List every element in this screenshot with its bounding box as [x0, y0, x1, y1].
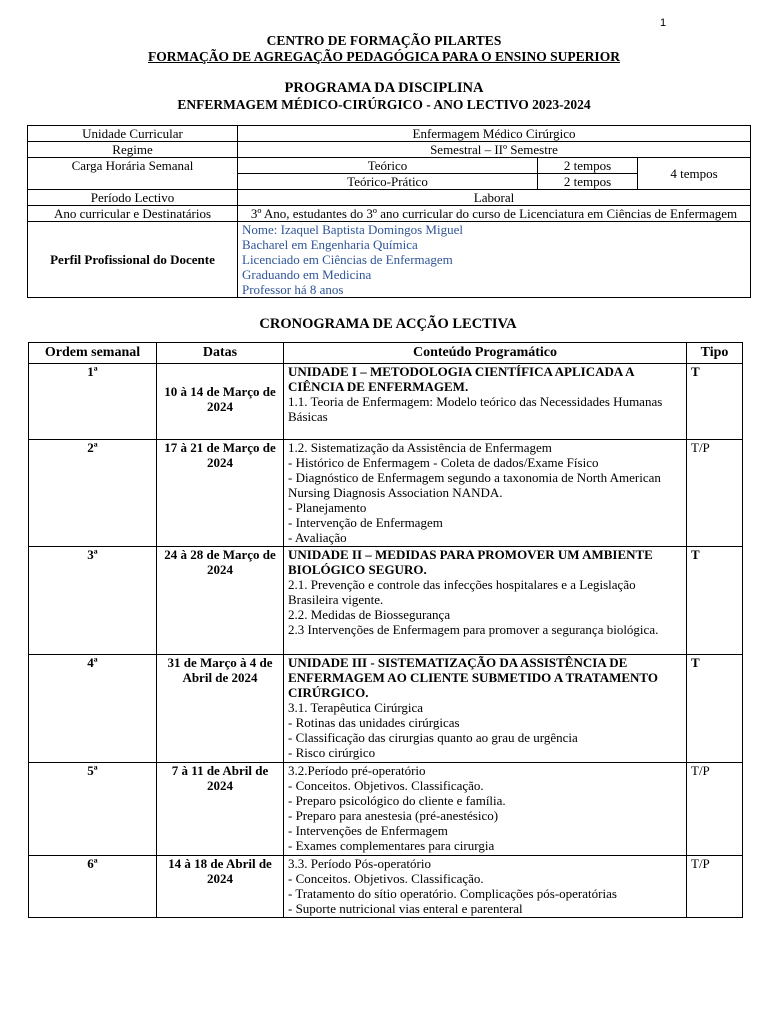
schedule-row: [29, 655, 743, 763]
conteudo-cell: [284, 547, 687, 655]
perfil-line: Bacharel em Engenharia Química: [242, 237, 418, 252]
document-title: PROGRAMA DA DISCIPLINA: [284, 80, 484, 96]
perfil-label: Perfil Profissional do Docente: [28, 222, 238, 298]
info-row-carga: [28, 158, 751, 174]
content-line: 1.1. Teoria de Enfermagem: Modelo teórico das Necessidades Humanas Básicas: [288, 394, 663, 424]
content-line: - Preparo para anestesia (pré-anestésico): [288, 808, 499, 823]
schedule-row: [29, 856, 743, 918]
tipo-cell: T/P: [687, 440, 743, 547]
content-line: - Intervenção de Enfermagem: [288, 515, 443, 530]
unit-heading: UNIDADE I – METODOLOGIA CIENTÍFICA APLICADA A CIÊNCIA DE ENFERMAGEM.: [288, 364, 634, 394]
page-number: 1: [660, 17, 667, 29]
tipo-cell: T: [687, 655, 743, 763]
ordem-cell: 4ª: [29, 655, 157, 763]
ordem-cell: 6ª: [29, 856, 157, 918]
datas-cell: 31 de Março à 4 de Abril de 2024: [157, 655, 284, 763]
conteudo-cell: [284, 655, 687, 763]
datas-cell: 10 à 14 de Março de 2024: [157, 364, 284, 440]
ano-value: 3º Ano, estudantes do 3º ano curricular do curso de Licenciatura em Ciências de Enfermagem: [238, 206, 751, 222]
content-line: - Diagnóstico de Enfermagem segundo a taxonomia de North American Nursing Diagnosis Association NANDA.: [288, 470, 661, 500]
content-line: - Rotinas das unidades cirúrgicas: [288, 715, 460, 730]
schedule-row: [29, 763, 743, 856]
tp-value: 2 tempos: [538, 174, 638, 190]
tipo-cell: T/P: [687, 763, 743, 856]
course-info-table: [27, 125, 751, 298]
header-conteudo: Conteúdo Programático: [284, 343, 687, 364]
uc-value: Enfermagem Médico Cirúrgico: [238, 126, 751, 142]
info-row-periodo: [28, 190, 751, 206]
teorico-label: Teórico: [238, 158, 538, 174]
total-value: 4 tempos: [638, 158, 751, 190]
regime-label: Regime: [28, 142, 238, 158]
content-line: - Classificação das cirurgias quanto ao grau de urgência: [288, 730, 578, 745]
conteudo-cell: [284, 856, 687, 918]
content-line: - Suporte nutricional vias enteral e parenteral: [288, 901, 523, 916]
content-line: 3.3. Período Pós-operatório: [288, 856, 431, 871]
info-row-uc: [28, 126, 751, 142]
header-ordem: Ordem semanal: [29, 343, 157, 364]
content-line: - Histórico de Enfermagem - Coleta de dados/Exame Físico: [288, 455, 599, 470]
unit-heading: UNIDADE III - SISTEMATIZAÇÃO DA ASSISTÊNCIA DE ENFERMAGEM AO CLIENTE SUBMETIDO A TRATAMENTO CIRÚRGICO.: [288, 655, 658, 700]
datas-cell: 24 à 28 de Março de 2024: [157, 547, 284, 655]
ordem-cell: 3ª: [29, 547, 157, 655]
content-line: - Avaliação: [288, 530, 347, 545]
datas-cell: 17 à 21 de Março de 2024: [157, 440, 284, 547]
perfil-line: Nome: Izaquel Baptista Domingos Miguel: [242, 222, 463, 237]
content-line: - Exames complementares para cirurgia: [288, 838, 495, 853]
program-name: FORMAÇÃO DE AGREGAÇÃO PEDAGÓGICA PARA O ENSINO SUPERIOR: [148, 49, 620, 64]
content-line: - Preparo psicológico do cliente e família.: [288, 793, 506, 808]
perfil-line: Professor há 8 anos: [242, 282, 344, 297]
uc-label: Unidade Curricular: [28, 126, 238, 142]
datas-cell: 14 à 18 de Abril de 2024: [157, 856, 284, 918]
content-line: 1.2. Sistematização da Assistência de Enfermagem: [288, 440, 552, 455]
perfil-value: [238, 222, 751, 298]
schedule-row: [29, 440, 743, 547]
schedule-row: [29, 364, 743, 440]
institution-name: CENTRO DE FORMAÇÃO PILARTES: [266, 33, 502, 48]
schedule-row: [29, 547, 743, 655]
unit-heading: UNIDADE II – MEDIDAS PARA PROMOVER UM AMBIENTE BIOLÓGICO SEGURO.: [288, 547, 653, 577]
datas-cell: 7 à 11 de Abril de 2024: [157, 763, 284, 856]
schedule-table: [28, 342, 743, 918]
content-line: 3.2.Período pré-operatório: [288, 763, 426, 778]
conteudo-cell: [284, 364, 687, 440]
schedule-header-row: [29, 343, 743, 364]
tipo-cell: T/P: [687, 856, 743, 918]
content-line: 2.3 Intervenções de Enfermagem para promover a segurança biológica.: [288, 622, 659, 637]
course-title: ENFERMAGEM MÉDICO-CIRÚRGICO - ANO LECTIVO 2023-2024: [177, 97, 591, 112]
content-line: - Conceitos. Objetivos. Classificação.: [288, 778, 484, 793]
teorico-value: 2 tempos: [538, 158, 638, 174]
header-tipo: Tipo: [687, 343, 743, 364]
content-line: 2.1. Prevenção e controle das infecções hospitalares e a Legislação Brasileira vigente.: [288, 577, 636, 607]
schedule-title: CRONOGRAMA DE ACÇÃO LECTIVA: [259, 316, 517, 332]
ano-label: Ano curricular e Destinatários: [28, 206, 238, 222]
info-row-perfil: [28, 222, 751, 298]
content-line: - Tratamento do sítio operatório. Complicações pós-operatórias: [288, 886, 617, 901]
tp-label: Teórico-Prático: [238, 174, 538, 190]
conteudo-cell: [284, 440, 687, 547]
content-line: 2.2. Medidas de Biossegurança: [288, 607, 451, 622]
perfil-line: Graduando em Medicina: [242, 267, 372, 282]
info-row-ano: [28, 206, 751, 222]
ordem-cell: 1ª: [29, 364, 157, 440]
content-line: - Intervenções de Enfermagem: [288, 823, 448, 838]
perfil-line: Licenciado em Ciências de Enfermagem: [242, 252, 453, 267]
tipo-cell: T: [687, 364, 743, 440]
conteudo-cell: [284, 763, 687, 856]
ordem-cell: 2ª: [29, 440, 157, 547]
regime-value: Semestral – IIº Semestre: [238, 142, 751, 158]
ordem-cell: 5ª: [29, 763, 157, 856]
periodo-value: Laboral: [238, 190, 751, 206]
content-line: - Risco cirúrgico: [288, 745, 376, 760]
content-line: - Planejamento: [288, 500, 367, 515]
content-line: - Conceitos. Objetivos. Classificação.: [288, 871, 484, 886]
periodo-label: Período Lectivo: [28, 190, 238, 206]
header-datas: Datas: [157, 343, 284, 364]
info-row-regime: [28, 142, 751, 158]
carga-label: Carga Horária Semanal: [28, 158, 238, 190]
tipo-cell: T: [687, 547, 743, 655]
content-line: 3.1. Terapêutica Cirúrgica: [288, 700, 424, 715]
